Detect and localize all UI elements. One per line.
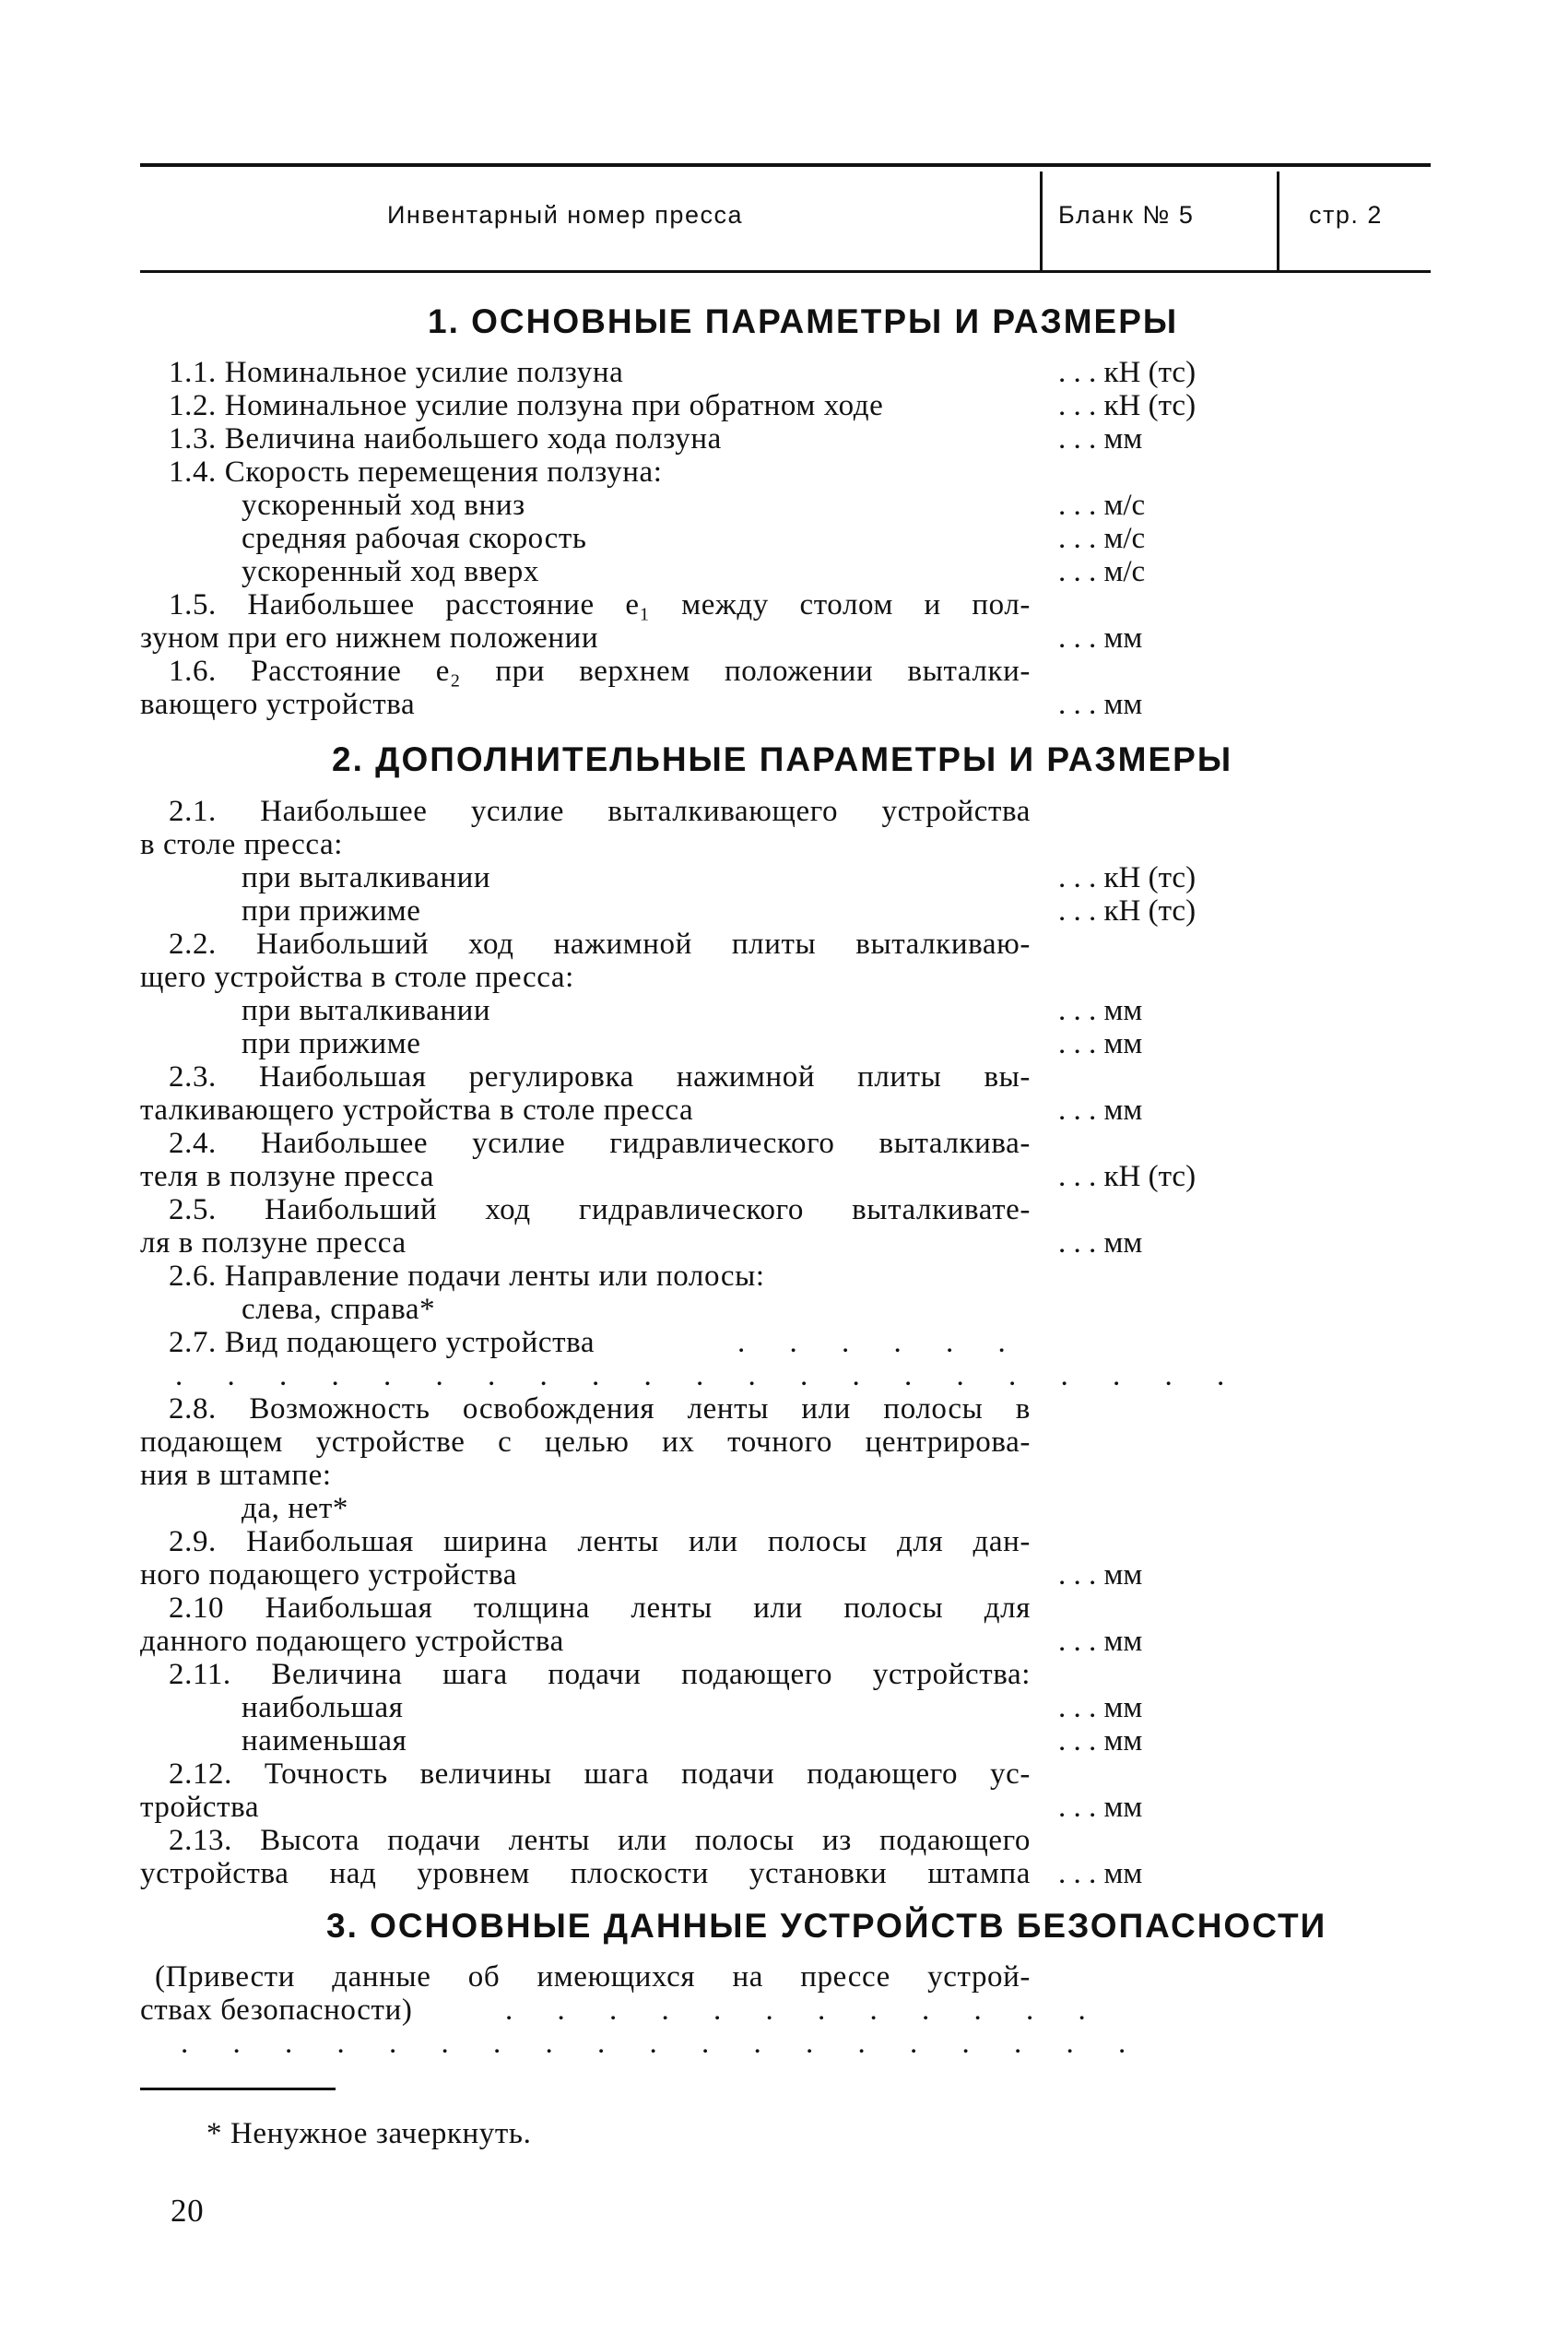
fill-dots: . . . . . . . . . . . . . . . . . . .	[181, 2027, 1145, 2060]
param-2-1-push: при выталкивании	[242, 861, 491, 894]
param-2-10-cont: данного подающего устройства	[140, 1625, 564, 1658]
fill-dots: . . . . . .	[737, 1326, 1024, 1359]
page-number: 20	[171, 2193, 205, 2229]
unit-1-2: . . . кН (тс)	[1058, 389, 1197, 422]
unit-2-1-push: . . . кН (тс)	[1058, 861, 1197, 894]
inventory-number-label: Инвентарный номер пресса	[387, 201, 743, 229]
param-2-5-cont: ля в ползуне пресса	[140, 1226, 407, 1260]
unit-2-11-min: . . . мм	[1058, 1724, 1143, 1757]
param-2-6: 2.6. Направление подачи ленты или полосы:	[169, 1260, 765, 1293]
param-2-1-clamp: при прижиме	[242, 894, 421, 928]
unit-2-10: . . . мм	[1058, 1625, 1143, 1658]
param-1-4-down: ускоренный ход вниз	[242, 489, 525, 522]
param-2-8: 2.8. Возможность освобождения ленты или полосы в	[169, 1392, 1031, 1426]
unit-2-11-max: . . . мм	[1058, 1691, 1143, 1724]
header-divider-1	[1040, 172, 1043, 270]
unit-2-1-clamp: . . . кН (тс)	[1058, 894, 1197, 928]
section-2-title: 2. ДОПОЛНИТЕЛЬНЫЕ ПАРАМЕТРЫ И РАЗМЕРЫ	[332, 740, 1233, 778]
safety-note-cont: ствах безопасности)	[140, 1994, 413, 2027]
param-2-12-cont: тройства	[140, 1791, 260, 1824]
form-number-label: Бланк № 5	[1058, 201, 1195, 229]
param-1-4-up: ускоренный ход вверх	[242, 555, 540, 588]
header-top-rule	[140, 163, 1431, 167]
footnote-rule	[140, 2088, 336, 2090]
param-1-3: 1.3. Величина наибольшего хода ползуна	[169, 422, 722, 456]
fill-dots: . . . . . . . . . . . . . . . . . . . . .	[175, 1359, 1244, 1392]
param-1-4-work: средняя рабочая скорость	[242, 522, 587, 555]
param-2-2-cont: щего устройства в столе пресса:	[140, 961, 574, 994]
footnote: * Ненужное зачеркнуть.	[206, 2117, 532, 2150]
unit-1-4-work: . . . м/с	[1058, 522, 1146, 555]
unit-1-4-up: . . . м/с	[1058, 555, 1146, 588]
param-2-12: 2.12. Точность величины шага подачи подающего ус-	[169, 1757, 1031, 1791]
header-bottom-rule	[140, 270, 1431, 273]
param-2-9-cont: ного подающего устройства	[140, 1558, 517, 1591]
param-2-10: 2.10 Наибольшая толщина ленты или полосы для	[169, 1591, 1031, 1625]
param-1-4: 1.4. Скорость перемещения ползуна:	[169, 456, 663, 489]
unit-2-4: . . . кН (тс)	[1058, 1160, 1197, 1193]
safety-note: (Привести данные об имеющихся на прессе устрой-	[155, 1960, 1031, 1994]
param-2-2-clamp: при прижиме	[242, 1027, 421, 1060]
param-2-7: 2.7. Вид подающего устройства	[169, 1326, 595, 1359]
param-2-13-cont: устройства над уровнем плоскости установки штампа	[140, 1857, 1031, 1890]
unit-2-2-push: . . . мм	[1058, 994, 1143, 1027]
param-2-4: 2.4. Наибольшее усилие гидравлического выталкива-	[169, 1127, 1031, 1160]
param-1-5-cont: зуном при его нижнем положении	[140, 621, 599, 655]
param-2-4-cont: теля в ползуне пресса	[140, 1160, 434, 1193]
param-2-3: 2.3. Наибольшая регулировка нажимной плиты вы-	[169, 1060, 1031, 1094]
unit-2-12: . . . мм	[1058, 1791, 1143, 1824]
unit-2-13: . . . мм	[1058, 1857, 1143, 1890]
param-2-11: 2.11. Величина шага подачи подающего устройства:	[169, 1658, 1031, 1691]
param-2-2-push: при выталкивании	[242, 994, 491, 1027]
param-1-6: 1.6. Расстояние e₂ при верхнем положении выталки-	[169, 655, 1031, 688]
page-label: стр. 2	[1309, 201, 1383, 229]
unit-1-3: . . . мм	[1058, 422, 1143, 456]
param-2-1-cont: в столе пресса:	[140, 828, 344, 861]
param-1-6-cont: вающего устройства	[140, 688, 416, 721]
header-divider-2	[1277, 172, 1279, 270]
unit-1-5: . . . мм	[1058, 621, 1143, 655]
param-2-3-cont: талкивающего устройства в столе пресса	[140, 1094, 694, 1127]
param-2-2: 2.2. Наибольший ход нажимной плиты выталкиваю-	[169, 928, 1031, 961]
param-2-5: 2.5. Наибольший ход гидравлического выталкивате-	[169, 1193, 1031, 1226]
param-1-5: 1.5. Наибольшее расстояние e₁ между столом и пол-	[169, 588, 1031, 621]
param-1-2: 1.2. Номинальное усилие ползуна при обратном ходе	[169, 389, 884, 422]
param-2-9: 2.9. Наибольшая ширина ленты или полосы для дан-	[169, 1525, 1031, 1558]
unit-1-1: . . . кН (тс)	[1058, 356, 1197, 389]
param-2-8-cont2: ния в штампе:	[140, 1459, 332, 1492]
param-2-11-max: наибольшая	[242, 1691, 404, 1724]
section-3-title: 3. ОСНОВНЫЕ ДАННЫЕ УСТРОЙСТВ БЕЗОПАСНОСТИ	[326, 1907, 1327, 1945]
section-1-title: 1. ОСНОВНЫЕ ПАРАМЕТРЫ И РАЗМЕРЫ	[428, 302, 1179, 340]
unit-1-6: . . . мм	[1058, 688, 1143, 721]
param-2-8-cont: подающем устройстве с целью их точного центрирова-	[140, 1426, 1031, 1459]
unit-1-4-down: . . . м/с	[1058, 489, 1146, 522]
param-1-1: 1.1. Номинальное усилие ползуна	[169, 356, 624, 389]
unit-2-3: . . . мм	[1058, 1094, 1143, 1127]
param-2-13: 2.13. Высота подачи ленты или полосы из подающего	[169, 1824, 1031, 1857]
param-2-6-options: слева, справа*	[242, 1293, 436, 1326]
fill-dots: . . . . . . . . . . . .	[505, 1994, 1104, 2027]
param-2-11-min: наименьшая	[242, 1724, 407, 1757]
param-2-1: 2.1. Наибольшее усилие выталкивающего устройства	[169, 795, 1031, 828]
unit-2-5: . . . мм	[1058, 1226, 1143, 1260]
unit-2-9: . . . мм	[1058, 1558, 1143, 1591]
param-2-8-options: да, нет*	[242, 1492, 348, 1525]
unit-2-2-clamp: . . . мм	[1058, 1027, 1143, 1060]
